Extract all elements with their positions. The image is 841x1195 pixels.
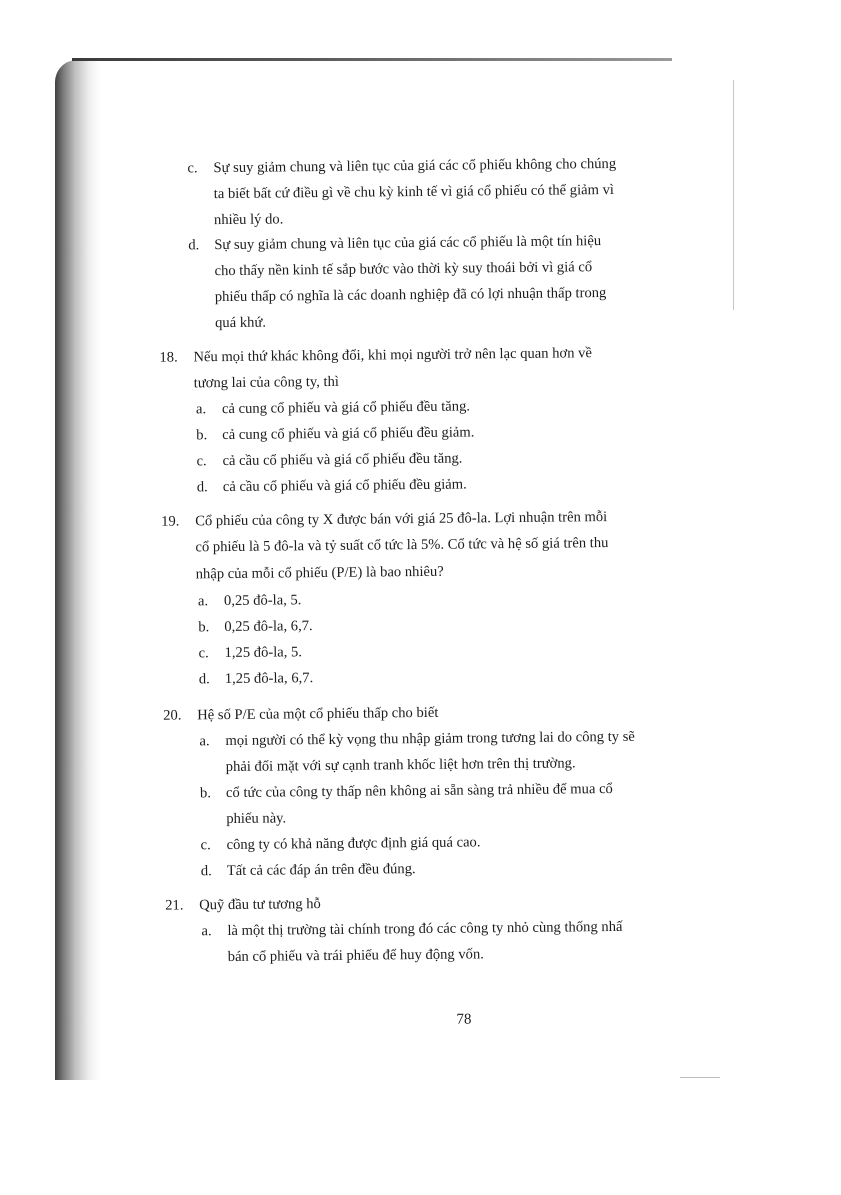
q17-option-c-line3: nhiều lý do. [213, 211, 284, 229]
q19-stem [161, 507, 607, 532]
question-text: Cổ phiếu của công ty X được bán với giá 25 đô-la. Lợi nhuận trên mỗi [195, 509, 608, 530]
q19-option-b: b. 0,25 đô-la, 6,7. [198, 618, 313, 636]
question-number: 19. [161, 513, 180, 530]
q19-option-c: c. 1,25 đô-la, 5. [198, 644, 303, 662]
option-marker: d. [188, 237, 200, 254]
q21-stem [165, 894, 321, 916]
q18-option-d: d. cả cầu cổ phiếu và giá cổ phiếu đều giảm. [196, 476, 467, 496]
q17-option-c-line2: ta biết bất cứ điều gì về chu kỳ kinh tế vì giá cổ phiếu có thể giảm vì [213, 181, 615, 203]
q20-option-c: c. công ty có khả năng được định giá quá cao. [200, 834, 481, 854]
q20-option-b: b. cổ tức của công ty thấp nên không ai sẵn sàng trả nhiều để mua cổ [199, 780, 613, 802]
page-number: 78 [456, 1011, 472, 1028]
q20-option-b-line2: phiếu này. [226, 810, 287, 828]
q20-stem [163, 703, 438, 726]
q17-option-d-line2: cho thấy nền kinh tế sắp bước vào thời kỳ suy thoái bởi vì giá cổ [214, 259, 593, 280]
q18-option-b: b. cả cung cổ phiếu và giá cổ phiếu đều giảm. [196, 424, 475, 444]
q17-option-d [188, 231, 601, 255]
q20-option-a-line2: phải đối mặt với sự cạnh tranh khốc liệt hơn trên thị trường. [225, 755, 576, 776]
q20-option-d: d. Tất cả các đáp án trên đều đúng. [200, 861, 416, 880]
q18-stem-line2: tương lai của công ty, thì [193, 373, 339, 392]
q17-option-c [187, 154, 616, 178]
question-text: Nếu mọi thứ khác không đổi, khi mọi người trở nên lạc quan hơn về [193, 345, 592, 366]
q20-option-a: a. mọi người có thể kỳ vọng thu nhập giảm trong tương lai do công ty sẽ [199, 728, 635, 750]
q21-option-a: a. là một thị trường tài chính trong đó các công ty nhỏ cùng thống nhấ [201, 918, 623, 940]
question-text: Quỹ đầu tư tương hỗ [199, 896, 321, 914]
question-number: 21. [165, 897, 184, 914]
q18-stem [159, 343, 592, 368]
option-text: Sự suy giảm chung và liên tục của giá các cổ phiếu là một tín hiệu [214, 233, 602, 254]
question-number: 18. [159, 349, 178, 366]
option-text: Sự suy giảm chung và liên tục của giá các cổ phiếu không cho chúng [213, 155, 617, 177]
question-text: Hệ số P/E của một cổ phiếu thấp cho biết [197, 704, 439, 724]
q18-option-a: a. cả cung cổ phiếu và giá cổ phiếu đều tăng. [195, 398, 471, 418]
q17-option-d-line3: phiếu thấp có nghĩa là các doanh nghiệp đã có lợi nhuận thấp trong [214, 285, 607, 306]
q19-option-d: d. 1,25 đô-la, 6,7. [198, 670, 314, 688]
q19-stem-line2: cổ phiếu là 5 đô-la và tỷ suất cổ tức là 5%. Cổ tức và hệ số giá trên thu [195, 535, 609, 556]
q19-option-a: a. 0,25 đô-la, 5. [197, 592, 302, 610]
option-marker: c. [187, 160, 198, 177]
q17-option-d-line4: quá khứ. [215, 314, 267, 332]
question-number: 20. [163, 707, 182, 724]
q19-stem-line3: nhập của mỗi cổ phiếu (P/E) là bao nhiêu? [195, 563, 444, 583]
q21-option-a-line2: bán cổ phiếu và trái phiếu để huy động vốn. [227, 946, 484, 966]
q18-option-c: c. cả cầu cổ phiếu và giá cổ phiếu đều tăng. [196, 450, 463, 470]
